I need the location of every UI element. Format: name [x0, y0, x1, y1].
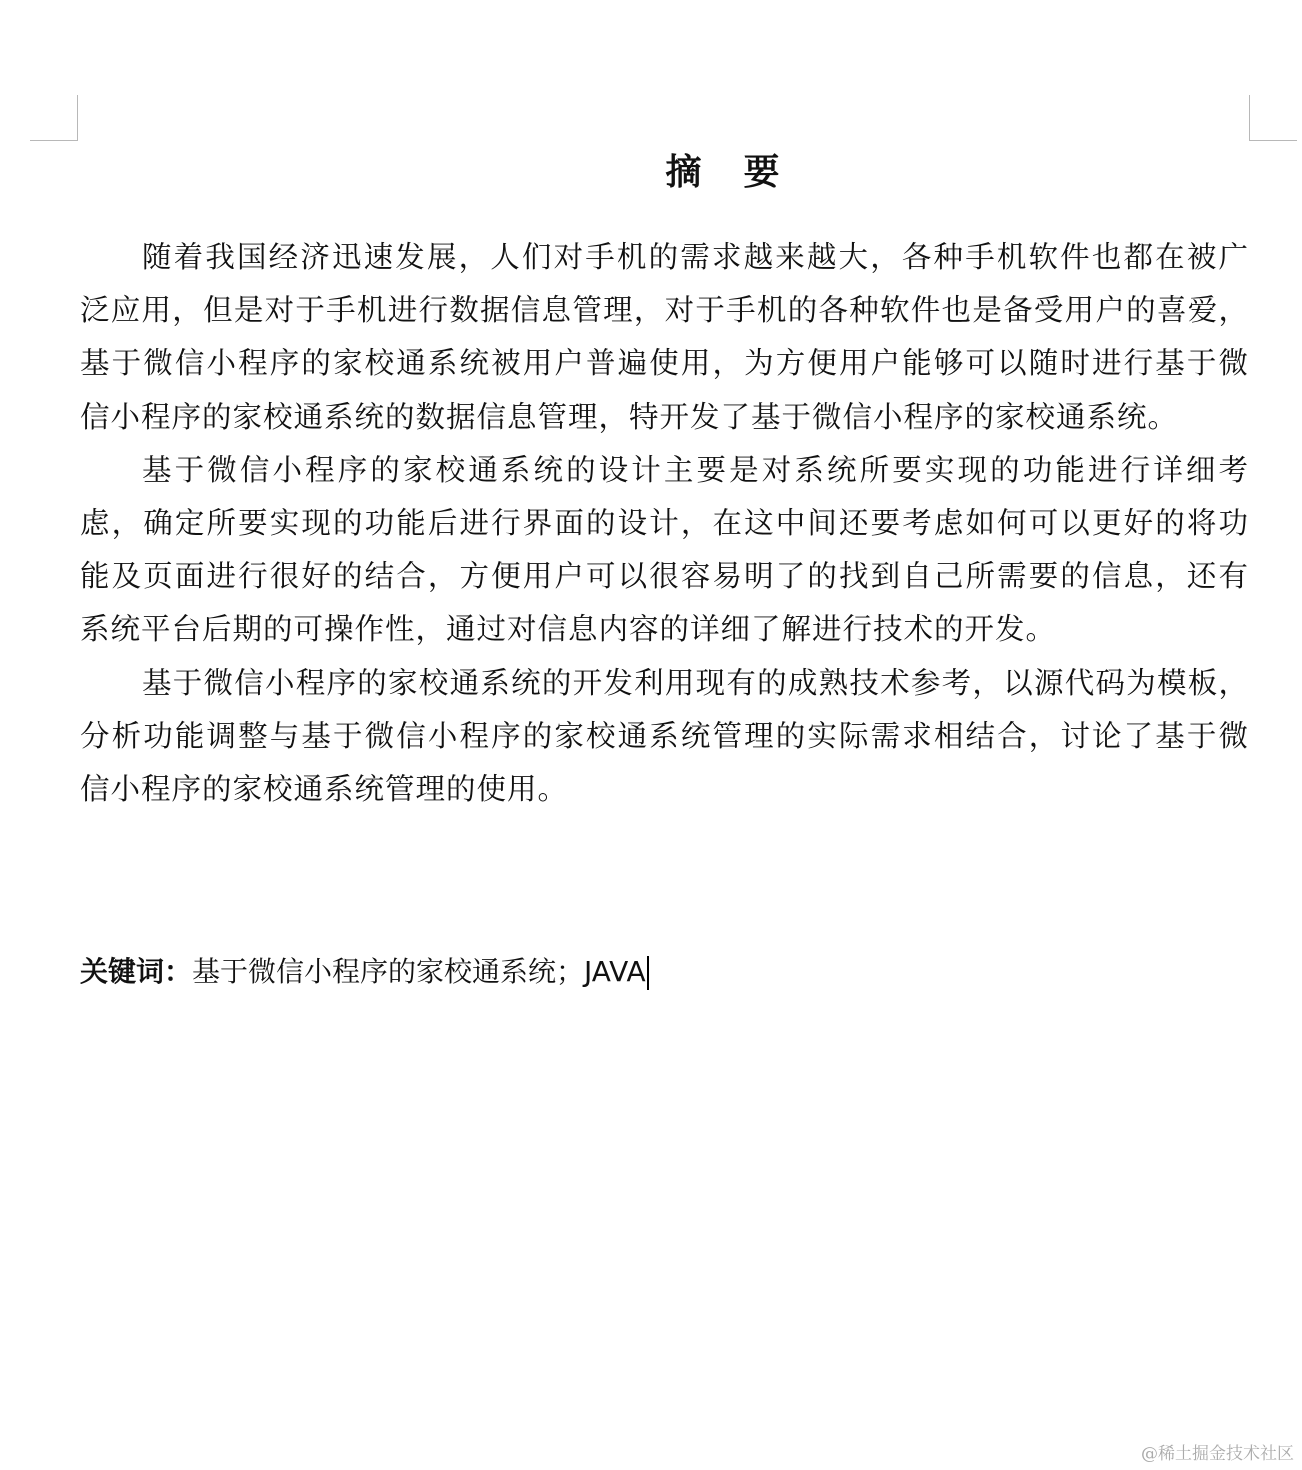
text-line: 基于微信小程序的家校通系统被用户普遍使用，为方便用户能够可以随时进行基于微: [80, 346, 1248, 381]
text-line: 分析功能调整与基于微信小程序的家校通系统管理的实际需求相结合，讨论了基于微: [80, 718, 1248, 753]
text-line: 信小程序的家校通系统的数据信息管理，特开发了基于微信小程序的家校通系统。: [80, 399, 1179, 434]
keywords-line[interactable]: [80, 950, 649, 994]
abstract-body[interactable]: [80, 231, 1248, 816]
text-line: 泛应用，但是对于手机进行数据信息管理，对于手机的各种软件也是备受用户的喜爱，: [80, 293, 1248, 328]
corner-mark-top-left-horizontal: [30, 140, 78, 141]
text-line: 能及页面进行很好的结合，方便用户可以很容易明了的找到自己所需要的信息，还有: [80, 559, 1248, 594]
text-cursor: [647, 956, 649, 990]
keywords-value: 基于微信小程序的家校通系统；JAVA: [192, 955, 646, 988]
text-line: 随着我国经济迅速发展，人们对手机的需求越来越大，各种手机软件也都在被广: [142, 240, 1248, 274]
corner-mark-top-right-vertical: [1249, 95, 1250, 141]
corner-mark-top-left-vertical: [77, 95, 78, 141]
page-title: [0, 144, 1302, 195]
title-char: 要: [743, 152, 780, 193]
keywords-label: 关键词：: [80, 955, 193, 988]
watermark: @稀土掘金技术社区: [1141, 1444, 1294, 1464]
text-line: 系统平台后期的可操作性，通过对信息内容的详细了解进行技术的开发。: [80, 612, 1057, 647]
paragraph: [80, 657, 1248, 817]
text-line: 信小程序的家校通系统管理的使用。: [80, 771, 569, 806]
text-line: 基于微信小程序的家校通系统的设计主要是对系统所要实现的功能进行详细考: [142, 452, 1248, 487]
title-char: 摘: [665, 152, 702, 193]
text-line: 虑，确定所要实现的功能后进行界面的设计，在这中间还要考虑如何可以更好的将功: [80, 505, 1248, 540]
paragraph: [80, 231, 1248, 444]
text-line: 基于微信小程序的家校通系统的开发利用现有的成熟技术参考，以源代码为模板，: [142, 665, 1248, 700]
paragraph: [80, 444, 1248, 657]
corner-mark-top-right-horizontal: [1249, 140, 1297, 141]
